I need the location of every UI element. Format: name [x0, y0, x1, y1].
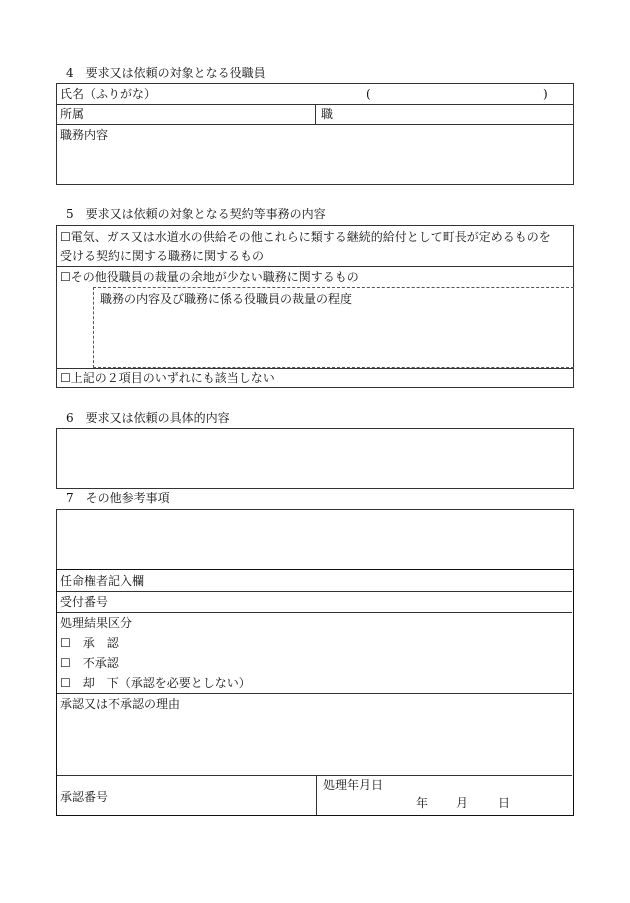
row-divider	[57, 124, 573, 125]
section6-box	[56, 428, 574, 489]
paren-close: )	[543, 87, 548, 101]
section7-box	[56, 509, 574, 570]
option2-detail-box	[93, 287, 574, 368]
section4-table	[56, 83, 574, 185]
date-day: 日	[498, 796, 511, 810]
result-label: 処理結果区分	[60, 616, 133, 630]
option2-label: ☐その他役職員の裁量の余地が少ない職務に関するもの	[60, 270, 359, 284]
row-divider	[57, 612, 572, 613]
section5-heading: 5 要求又は依頼の対象となる契約等事務の内容	[66, 207, 326, 221]
option2-detail-label: 職務の内容及び職務に係る役職員の裁量の程度	[100, 292, 353, 306]
date-month: 月	[456, 796, 469, 810]
duties-label: 職務内容	[60, 128, 109, 142]
option3-label: ☐上記の２項目のいずれにも該当しない	[60, 371, 275, 385]
receipt-number-label: 受付番号	[60, 595, 109, 609]
affiliation-label: 所属	[60, 107, 85, 121]
section5-table	[56, 225, 574, 388]
row-divider	[57, 591, 572, 592]
date-year: 年	[416, 796, 429, 810]
row-divider	[57, 368, 573, 369]
reason-label: 承認又は不承認の理由	[60, 697, 181, 711]
row-divider	[57, 266, 573, 267]
appointer-title: 任命権者記入欄	[60, 574, 145, 588]
col-divider	[315, 104, 316, 124]
row-divider	[57, 693, 572, 694]
col-divider	[316, 775, 317, 815]
section7-heading: 7 その他参考事項	[66, 491, 170, 505]
section4-heading: 4 要求又は依頼の対象となる役職員	[66, 66, 266, 80]
name-label: 氏名（ふりがな）	[60, 87, 157, 101]
result-disapprove: ☐ 不承認	[60, 656, 119, 670]
result-reject: ☐ 却 下（承認を必要としない）	[60, 676, 251, 690]
option1-line2: 受ける契約に関する職務に関するもの	[60, 249, 265, 263]
appointer-table	[56, 569, 574, 816]
approval-number-label: 承認番号	[60, 790, 109, 804]
paren-open: (	[366, 87, 371, 101]
option1-line1: ☐電気、ガス又は水道水の供給その他これらに類する継続的給付として町長が定めるものを	[60, 230, 551, 244]
processing-date-label: 処理年月日	[323, 778, 384, 792]
section6-heading: 6 要求又は依頼の具体的内容	[66, 411, 230, 425]
result-approve: ☐ 承 認	[60, 636, 119, 650]
row-divider	[57, 775, 572, 776]
position-label: 職	[321, 107, 334, 121]
